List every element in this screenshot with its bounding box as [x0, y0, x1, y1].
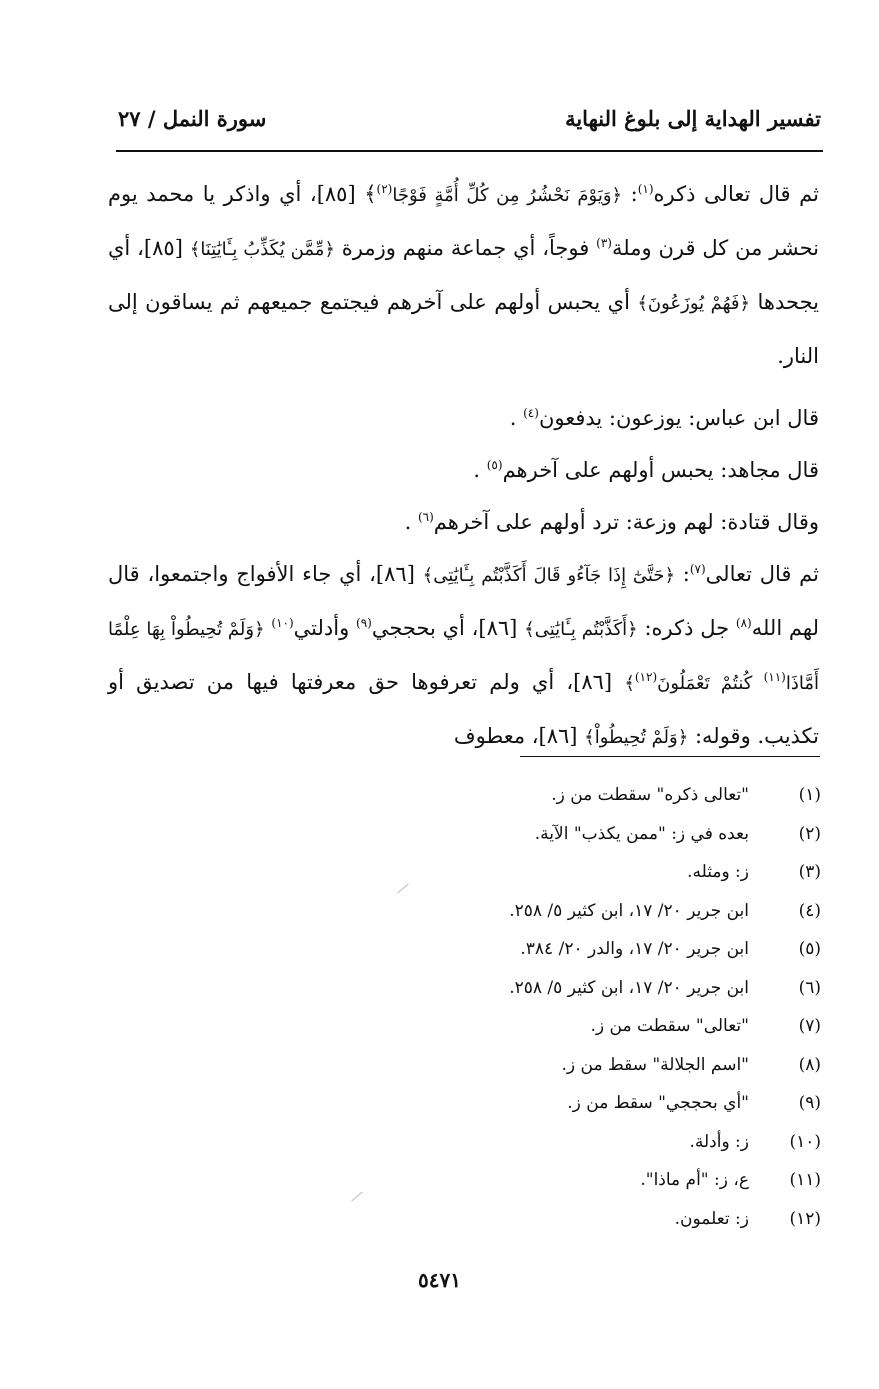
footnote-ref[interactable]: (٤): [523, 406, 539, 420]
footnote-ref[interactable]: (٩): [356, 616, 372, 630]
footnote-ref[interactable]: (١١): [763, 670, 786, 684]
footnote: [160, 969, 821, 1008]
text-run: .: [404, 510, 418, 534]
footnote-text: "تعالى ذكره" سقطت من ز.: [551, 785, 749, 806]
footnote: [160, 776, 821, 815]
quran-verse: ﴿وَيَوْمَ نَحْشُرُ مِن كُلِّ أُمَّةٍ فَوْجًا: [392, 185, 623, 206]
footnote: [160, 892, 821, 931]
text-run: :: [675, 562, 690, 586]
footnote-number: (١): [798, 785, 821, 806]
quran-verse: ﴿حَتَّىٰٓ إِذَا جَآءُو قَالَ أَكَذَّبْتُم بِـَٔايَٰتِى﴾: [422, 565, 675, 586]
footnote-number: (٨): [798, 1054, 821, 1075]
footnote: [160, 1046, 821, 1085]
footnote-text: بعده في ز: "ممن يكذب" الآية.: [534, 823, 749, 844]
footnote: [160, 853, 821, 892]
text-run: [٨٦]، أي جاء الأفواج واجتمعوا، قال لهم الله: [108, 562, 819, 640]
footnote: [160, 1161, 821, 1200]
text-run: وأدلتي: [293, 616, 356, 640]
footnote-ref[interactable]: (٧): [689, 562, 706, 576]
main-text: [108, 168, 819, 774]
footnote-ref[interactable]: (١٢): [634, 670, 658, 684]
running-header: [118, 96, 821, 142]
footnote-text: ز: ومثله.: [687, 862, 749, 883]
paragraph-4: [108, 496, 819, 548]
footnotes: [160, 776, 821, 1238]
paragraph-5: [108, 548, 819, 764]
header-rule: [116, 150, 823, 152]
footnote: [160, 930, 821, 969]
footnote-number: (٦): [798, 977, 821, 998]
text-run: قال ابن عباس: يوزعون: يدفعون: [538, 406, 819, 430]
footnote-text: ابن جرير ٢٠/ ١٧، ابن كثير ٥/ ٢٥٨.: [509, 900, 749, 921]
footnote-ref[interactable]: (٥): [486, 458, 503, 472]
footnote-text: ع، ز: "أم ماذا".: [640, 1170, 749, 1191]
text-run: [٨٦]، معطوف: [453, 724, 585, 748]
text-run: :: [622, 182, 638, 206]
footnote-number: (٧): [798, 1016, 821, 1037]
footnote-ref[interactable]: (٣): [596, 236, 612, 250]
quran-verse: ﴿فَهُمْ يُوزَعُونَ﴾: [637, 293, 751, 314]
footnote-text: "أي بحججي" سقط من ز.: [567, 1093, 749, 1114]
quran-verse: ﴿وَلَمْ تُحِيطُواْ﴾: [584, 727, 689, 748]
text-run: .: [509, 406, 524, 430]
text-run: وقال قتادة: لهم وزعة: ترد أولهم على آخرهم: [433, 510, 819, 534]
paragraph-1: [108, 168, 819, 382]
quran-verse-continuation: كُنتُمْ تَعْمَلُونَ: [657, 673, 764, 694]
footnote-number: (٤): [798, 900, 821, 921]
text-run: [٨٥]، أي يجحدها: [108, 236, 819, 314]
footnote-text: ز: تعلمون.: [674, 1208, 749, 1229]
footnote: [160, 1084, 821, 1123]
footnote-text: ابن جرير ٢٠/ ١٧، والدر ٢٠/ ٣٨٤.: [520, 939, 749, 960]
book-title: تفسير الهداية إلى بلوغ النهاية: [565, 106, 821, 131]
footnote: [160, 815, 821, 854]
footnote-number: (١٢): [789, 1208, 821, 1229]
quran-verse-close: ﴾: [624, 673, 635, 694]
paragraph-3: [108, 444, 819, 496]
text-run: فوجاً، أي جماعة منهم وزمرة: [334, 236, 597, 260]
footnote-text: "تعالى" سقطت من ز.: [590, 1016, 749, 1037]
footnote-ref[interactable]: (١): [637, 182, 654, 196]
surah-label: سورة النمل / ٢٧: [118, 106, 267, 131]
text-run: ﴾ [٨٥]، أي واذكر يا محمد يوم نحشر من كل قرن وملة: [108, 182, 819, 260]
quran-verse: ﴿وَلَمْ تُحِيطُواْ بِهَا عِلْمًا أَمَّاذَا: [108, 619, 819, 694]
footnote: [160, 1200, 821, 1239]
text-run: [٨٦]، أي ولم تعرفوها حق معرفتها فيها من تصديق أو تكذيب. وقوله:: [108, 670, 819, 748]
footnote: [160, 1007, 821, 1046]
footnote-ref[interactable]: (٨): [735, 616, 752, 630]
footnote-number: (٩): [798, 1093, 821, 1114]
text-run: .: [473, 458, 487, 482]
footnote-number: (١٠): [789, 1131, 821, 1152]
paragraph-2: [108, 392, 819, 444]
footnote-text: ز: وأدلة.: [689, 1131, 749, 1152]
text-run: [٨٦]، أي بحججي: [371, 616, 525, 640]
text-run: أي يحبس أولهم على آخرهم فيجتمع جميعهم ثم يساقون إلى النار.: [108, 290, 819, 368]
quran-verse: ﴿أَكَذَّبْتُم بِـَٔايَٰتِى﴾: [524, 619, 638, 640]
text-run: ثم قال تعالى ذكره: [653, 182, 819, 206]
footnote-ref[interactable]: (٦): [417, 510, 434, 524]
text-run: جل ذكره:: [637, 616, 736, 640]
text-run: قال مجاهد: يحبس أولهم على آخرهم: [502, 458, 819, 482]
quran-verse: ﴿مِّمَّن يُكَذِّبُ بِـَٔايَٰتِنَا﴾: [189, 239, 335, 260]
footnote-number: (٢): [798, 823, 821, 844]
footnote-number: (١١): [789, 1170, 821, 1191]
footnote-ref[interactable]: (٢): [376, 182, 393, 196]
page-number: ٥٤٧١: [418, 1268, 461, 1292]
footnote-ref[interactable]: (١٠): [271, 616, 294, 630]
text-run: ثم قال تعالى: [705, 562, 819, 586]
footnote: [160, 1123, 821, 1162]
footnote-text: "اسم الجلالة" سقط من ز.: [561, 1054, 749, 1075]
footnote-text: ابن جرير ٢٠/ ١٧، ابن كثير ٥/ ٢٥٨.: [509, 977, 749, 998]
footnote-separator: [520, 756, 820, 757]
footnote-number: (٣): [798, 862, 821, 883]
footnote-number: (٥): [798, 939, 821, 960]
